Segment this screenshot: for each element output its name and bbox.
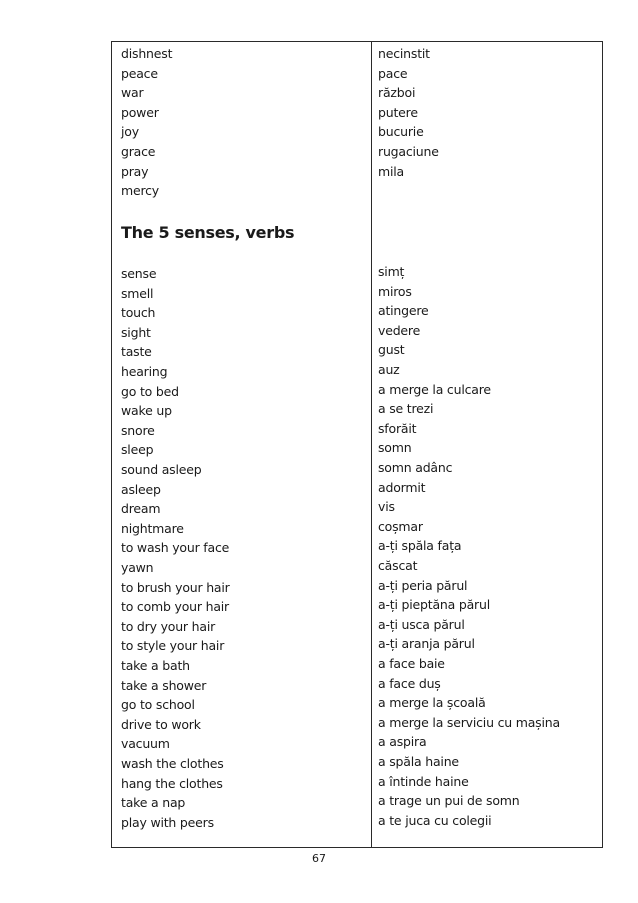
english-word: go to school [121, 697, 195, 713]
romanian-word: a merge la școală [378, 695, 486, 711]
english-word: sleep [121, 442, 154, 458]
english-word: to dry your hair [121, 618, 216, 634]
romanian-word: simț [378, 264, 405, 279]
romanian-word: putere [378, 104, 418, 120]
english-word: to comb your hair [121, 599, 230, 615]
english-word: wake up [121, 403, 172, 419]
romanian-word: necinstit [378, 46, 430, 61]
romanian-word: somn adânc [378, 460, 453, 475]
romanian-word: vis [378, 499, 395, 515]
english-word: touch [121, 305, 156, 321]
romanian-word: a merge la culcare [378, 381, 491, 397]
column-divider [371, 42, 372, 847]
romanian-word: pace [378, 65, 408, 81]
vocabulary-table [111, 41, 603, 848]
english-word: snore [121, 422, 155, 438]
english-word: taste [121, 344, 152, 360]
romanian-word: vedere [378, 322, 421, 338]
romanian-word: a-ți usca părul [378, 616, 465, 632]
romanian-word: sforăit [378, 420, 417, 436]
romanian-word: rugaciune [378, 144, 439, 159]
romanian-word: a-ți spăla fața [378, 538, 462, 554]
english-word: drive to work [121, 716, 201, 732]
english-word: peace [121, 65, 158, 81]
romanian-word: atingere [378, 303, 429, 319]
english-word: go to bed [121, 383, 179, 399]
romanian-word: a-ți aranja părul [378, 636, 475, 652]
romanian-word: mila [378, 163, 404, 179]
english-word: mercy [121, 183, 160, 199]
romanian-word: a întinde haine [378, 773, 469, 789]
english-word: asleep [121, 481, 161, 497]
english-word: grace [121, 144, 156, 159]
romanian-word: miros [378, 283, 412, 299]
english-word: to style your hair [121, 638, 225, 654]
english-word: vacuum [121, 736, 170, 752]
romanian-word: gust [378, 342, 405, 358]
romanian-word: război [378, 85, 416, 101]
english-word: hearing [121, 364, 168, 379]
english-word: war [121, 85, 144, 101]
romanian-word: a trage un pui de somn [378, 793, 520, 809]
romanian-word: bucurie [378, 124, 424, 140]
english-word: nightmare [121, 520, 184, 536]
romanian-word: a face baie [378, 656, 445, 671]
english-word: yawn [121, 560, 154, 575]
romanian-word: auz [378, 362, 400, 377]
romanian-word: a spăla haine [378, 754, 459, 769]
english-word: dishnest [121, 46, 173, 61]
romanian-word: a aspira [378, 734, 427, 750]
english-word: take a shower [121, 677, 207, 693]
page-number: 67 [312, 852, 326, 865]
romanian-word: somn [378, 440, 412, 456]
english-word: smell [121, 285, 154, 301]
romanian-word: a merge la serviciu cu mașina [378, 714, 560, 730]
english-word: wash the clothes [121, 756, 224, 771]
english-word: sense [121, 266, 157, 281]
english-word: to wash your face [121, 540, 230, 556]
romanian-word: a face duș [378, 675, 441, 691]
english-word: joy [121, 124, 139, 140]
english-word: dream [121, 501, 161, 517]
english-word: sight [121, 324, 151, 340]
english-word: hang the clothes [121, 775, 223, 791]
english-word: power [121, 104, 159, 120]
section-heading: The 5 senses, verbs [121, 223, 295, 242]
romanian-word: a te juca cu colegii [378, 812, 492, 828]
english-word: to brush your hair [121, 579, 230, 595]
romanian-word: a-ți peria părul [378, 577, 468, 593]
english-word: pray [121, 163, 149, 179]
romanian-word: coșmar [378, 518, 423, 534]
english-word: take a nap [121, 795, 186, 811]
english-word: sound asleep [121, 462, 202, 477]
english-word: play with peers [121, 814, 214, 830]
romanian-word: căscat [378, 558, 418, 573]
english-word: take a bath [121, 658, 190, 673]
romanian-word: a se trezi [378, 401, 434, 417]
romanian-word: a-ți pieptăna părul [378, 597, 490, 613]
romanian-word: adormit [378, 479, 426, 495]
